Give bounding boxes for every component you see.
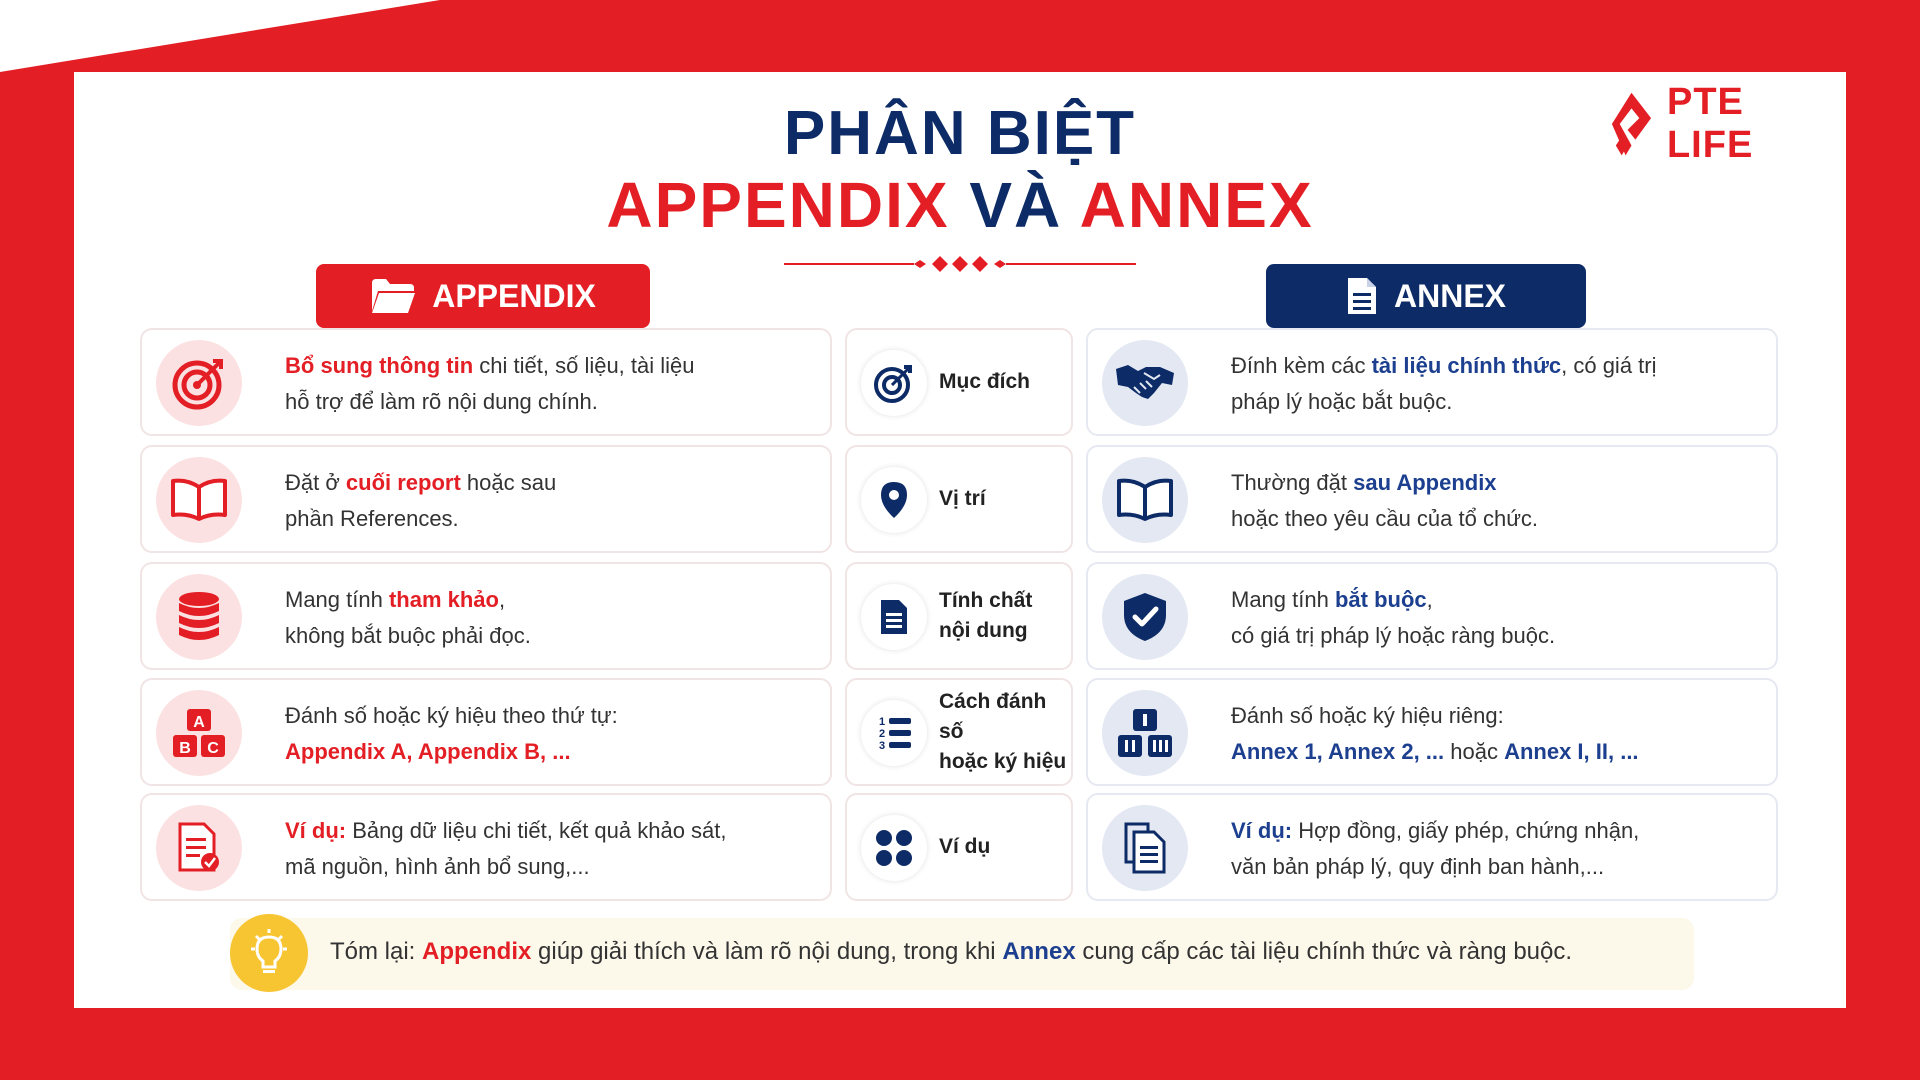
criterion-location-icon-wrap [861, 467, 927, 533]
appendix-example-icon-wrap [156, 805, 242, 891]
annex-location-icon-wrap [1102, 457, 1188, 543]
location-pin-icon [879, 480, 909, 520]
criterion-numbering-icon-wrap [861, 700, 927, 766]
criterion-numbering-line2: hoặc ký hiệu [939, 750, 1067, 773]
criterion-example [845, 793, 1073, 901]
annex-example-line2: văn bản pháp lý, quy định ban hành,... [1231, 854, 1605, 879]
criterion-location [845, 445, 1073, 553]
grid-dots-icon [874, 828, 914, 868]
annex-location-prefix: Thường đặt [1231, 470, 1354, 495]
appendix-location-text [285, 465, 815, 537]
criterion-nature-line1: Tính chất [939, 589, 1033, 612]
criterion-example-icon-wrap [861, 815, 927, 881]
svg-text:2: 2 [879, 728, 886, 740]
annex-header-label: ANNEX [1393, 277, 1506, 314]
abc-blocks-icon [171, 707, 227, 759]
open-book-icon [169, 477, 229, 523]
roman-numeral-blocks-icon [1116, 707, 1174, 759]
annex-purpose-icon-wrap [1102, 340, 1188, 426]
svg-text:1: 1 [879, 716, 886, 728]
summary-box [230, 918, 1694, 990]
appendix-header-label: APPENDIX [432, 277, 596, 314]
target-icon [171, 355, 227, 411]
document-icon [879, 598, 909, 636]
annex-location-line2: hoặc theo yêu cầu của tổ chức. [1231, 506, 1539, 531]
criterion-purpose-icon-wrap [861, 350, 927, 416]
appendix-numbering-line1: Đánh số hoặc ký hiệu theo thứ tự: [285, 703, 618, 728]
annex-numbering-icon-wrap [1102, 690, 1188, 776]
background-corner-shape [0, 0, 880, 72]
document-icon [1346, 276, 1378, 316]
summary-appendix: Appendix [422, 938, 532, 965]
document-check-icon [176, 822, 222, 874]
annex-nature-prefix: Mang tính [1231, 587, 1335, 612]
summary-middle: giúp giải thích và làm rõ nội dung, trong khi [531, 938, 1003, 965]
criterion-location-label: Vị trí [939, 487, 986, 510]
annex-row-numbering [1086, 678, 1778, 786]
appendix-nature-text [285, 582, 815, 654]
documents-icon [1122, 822, 1168, 874]
svg-text:3: 3 [879, 740, 886, 752]
page-title-line1: PHÂN BIỆT [783, 99, 1137, 168]
summary-text [330, 938, 1572, 966]
appendix-row-nature [140, 562, 832, 670]
appendix-nature-line1: , [498, 587, 506, 612]
annex-row-nature [1086, 562, 1778, 670]
appendix-purpose-icon-wrap [156, 340, 242, 426]
appendix-nature-prefix: Mang tính [285, 587, 389, 612]
appendix-example-line2: mã nguồn, hình ảnh bổ sung,... [285, 854, 590, 879]
annex-example-highlight: Ví dụ: [1231, 818, 1293, 843]
appendix-purpose-text [285, 348, 815, 420]
annex-numbering-connector: hoặc [1444, 739, 1505, 764]
svg-text:B: B [179, 740, 191, 757]
summary-annex: Annex [1002, 938, 1076, 965]
appendix-example-highlight: Ví dụ: [285, 818, 347, 843]
appendix-purpose-line2: hỗ trợ để làm rõ nội dung chính. [285, 389, 598, 414]
appendix-location-line1: hoặc sau [460, 470, 557, 495]
title-appendix: APPENDIX [606, 169, 950, 241]
annex-header [1266, 264, 1586, 328]
appendix-location-highlight: cuối report [345, 470, 461, 495]
criterion-numbering-line1: Cách đánh số [939, 690, 1047, 743]
appendix-numbering-icon-wrap [156, 690, 242, 776]
appendix-row-numbering [140, 678, 832, 786]
title-annex: ANNEX [1079, 169, 1314, 241]
criterion-numbering [845, 678, 1073, 786]
annex-purpose-prefix: Đính kèm các [1231, 353, 1372, 378]
criterion-purpose-label: Mục đích [939, 370, 1031, 393]
annex-numbering-line1: Đánh số hoặc ký hiệu riêng: [1231, 703, 1504, 728]
brand-name: PTE LIFE [1666, 81, 1754, 166]
appendix-row-example [140, 793, 832, 901]
lightbulb-icon [247, 927, 291, 979]
numbered-list-icon [874, 713, 914, 753]
summary-tail: cung cấp các tài liệu chính thức và ràng buộc. [1075, 938, 1573, 965]
appendix-purpose-line1: chi tiết, số liệu, tài liệu [473, 353, 695, 378]
annex-row-location [1086, 445, 1778, 553]
svg-text:C: C [207, 740, 219, 757]
folder-icon [370, 277, 416, 315]
criterion-nature-icon-wrap [861, 584, 927, 650]
appendix-row-purpose [140, 328, 832, 436]
annex-purpose-highlight: tài liệu chính thức [1371, 353, 1562, 378]
criterion-nature [845, 562, 1073, 670]
annex-nature-icon-wrap [1102, 574, 1188, 660]
title-divider [784, 256, 1136, 272]
annex-numbering-highlight-b: Annex I, II, ... [1504, 739, 1639, 764]
appendix-header [316, 264, 650, 328]
appendix-nature-highlight: tham khảo [388, 587, 499, 612]
appendix-nature-icon-wrap [156, 574, 242, 660]
annex-nature-line1: , [1426, 587, 1433, 612]
criterion-example-label: Ví dụ [939, 835, 991, 858]
annex-nature-line2: có giá trị pháp lý hoặc ràng buộc. [1231, 623, 1556, 648]
appendix-location-prefix: Đặt ở [285, 470, 346, 495]
appendix-example-line1: Bảng dữ liệu chi tiết, kết quả khảo sát, [346, 818, 727, 843]
shield-check-icon [1122, 591, 1168, 643]
appendix-nature-line2: không bắt buộc phải đọc. [285, 623, 531, 648]
appendix-purpose-highlight: Bổ sung thông tin [285, 353, 474, 378]
database-icon [177, 591, 221, 643]
target-icon [873, 362, 915, 404]
page-title-line2 [0, 168, 1920, 242]
annex-row-purpose [1086, 328, 1778, 436]
appendix-location-line2: phần References. [285, 506, 459, 531]
appendix-location-icon-wrap [156, 457, 242, 543]
handshake-icon [1114, 359, 1176, 407]
annex-nature-highlight: bắt buộc [1334, 587, 1427, 612]
annex-purpose-line2: pháp lý hoặc bắt buộc. [1231, 389, 1453, 414]
annex-numbering-highlight-a: Annex 1, Annex 2, ... [1231, 739, 1445, 764]
appendix-example-text [285, 813, 815, 885]
annex-row-example [1086, 793, 1778, 901]
annex-purpose-line1: , có giá trị [1561, 353, 1657, 378]
open-book-icon [1115, 477, 1175, 523]
criterion-nature-label [939, 564, 1075, 668]
annex-location-text [1231, 465, 1761, 537]
annex-example-line1: Hợp đồng, giấy phép, chứng nhận, [1292, 818, 1640, 843]
annex-example-text [1231, 813, 1761, 885]
annex-location-highlight: sau Appendix [1353, 470, 1497, 495]
svg-text:A: A [193, 714, 205, 731]
appendix-row-location [140, 445, 832, 553]
summary-lead: Tóm lại: [330, 938, 423, 965]
title-conjunction: VÀ [969, 169, 1063, 241]
criterion-numbering-label [939, 680, 1075, 784]
appendix-numbering-highlight: Appendix A, Appendix B, ... [285, 739, 571, 764]
annex-purpose-text [1231, 348, 1761, 420]
appendix-numbering-text [285, 698, 815, 770]
annex-nature-text [1231, 582, 1761, 654]
annex-numbering-text [1231, 698, 1761, 770]
criterion-nature-line2: nội dung [939, 619, 1028, 642]
criterion-purpose [845, 328, 1073, 436]
lightbulb-icon-wrap [230, 914, 308, 992]
annex-example-icon-wrap [1102, 805, 1188, 891]
